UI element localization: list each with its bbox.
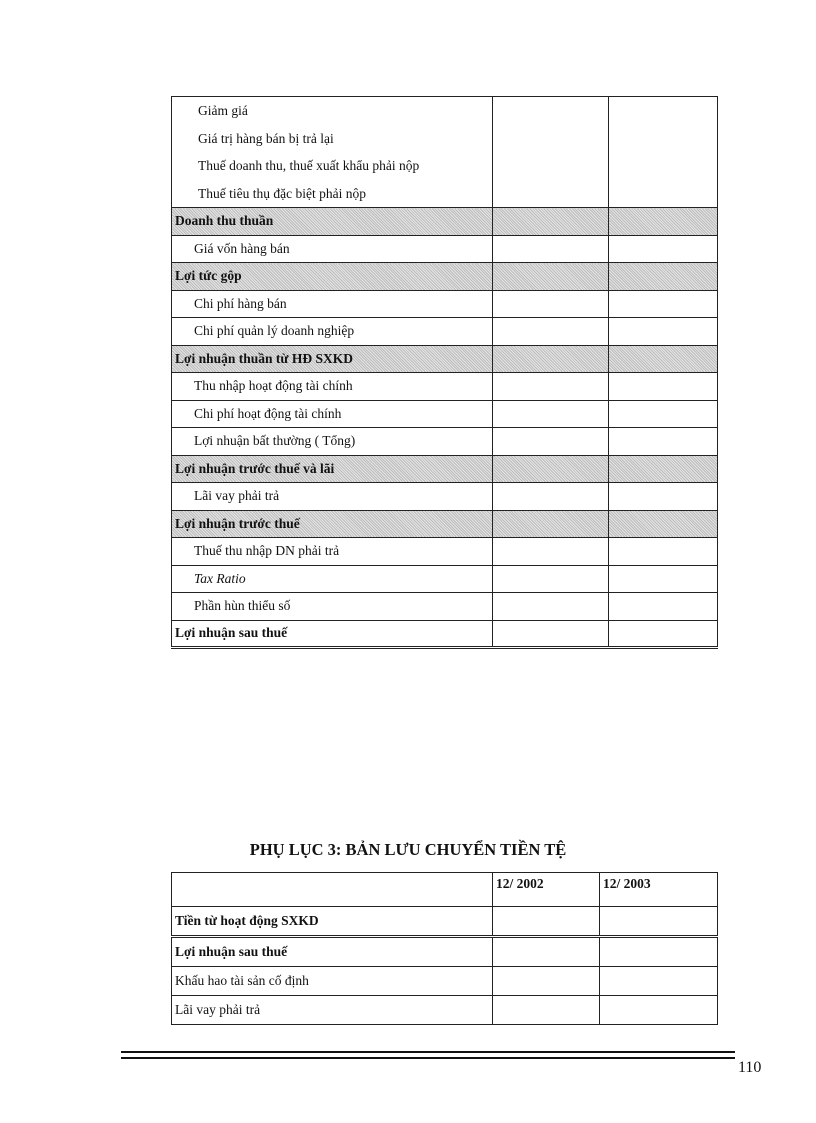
section-label: Tiền từ hoạt động SXKD xyxy=(172,907,493,937)
value-cell xyxy=(609,345,718,373)
value-cell xyxy=(609,373,718,401)
table-row xyxy=(172,400,718,428)
income-statement-table xyxy=(171,96,718,649)
row-label: Chi phí hàng bán xyxy=(172,290,493,318)
value-cell xyxy=(609,318,718,346)
value-cell xyxy=(493,318,609,346)
page-number: 110 xyxy=(738,1059,762,1076)
value-cell xyxy=(600,967,718,996)
column-header-2002: 12/ 2002 xyxy=(493,873,600,907)
value-cell xyxy=(609,208,718,236)
value-cell xyxy=(493,620,609,648)
value-cell xyxy=(609,400,718,428)
table-row xyxy=(172,290,718,318)
table-row xyxy=(172,510,718,538)
value-cell xyxy=(609,620,718,648)
row-label: Lợi nhuận thuần từ HĐ SXKD xyxy=(172,345,493,373)
header-row xyxy=(172,873,718,907)
row-label: Lợi nhuận trước thuế xyxy=(172,510,493,538)
table-row xyxy=(172,996,718,1025)
value-cell xyxy=(609,290,718,318)
value-cell xyxy=(609,538,718,566)
row-label: Lợi nhuận sau thuế xyxy=(172,620,493,648)
value-cell xyxy=(609,593,718,621)
row-label: Doanh thu thuần xyxy=(172,208,493,236)
value-cell xyxy=(493,593,609,621)
table-row xyxy=(172,345,718,373)
value-cell xyxy=(493,400,609,428)
row-label: Thu nhập hoạt động tài chính xyxy=(172,373,493,401)
value-cell xyxy=(493,967,600,996)
value-cell xyxy=(609,455,718,483)
value-cell xyxy=(493,345,609,373)
header-blank-cell xyxy=(172,873,493,907)
row-label-line: Giảm giá xyxy=(198,103,248,118)
row-label: Lợi tức gộp xyxy=(172,263,493,291)
value-cell xyxy=(493,235,609,263)
row-label: Lợi nhuận bất thường ( Tổng) xyxy=(172,428,493,456)
footer-rule xyxy=(121,1051,735,1059)
value-cell xyxy=(600,996,718,1025)
row-label: Phần hùn thiểu số xyxy=(172,593,493,621)
value-cell xyxy=(609,510,718,538)
appendix-title: PHỤ LỤC 3: BẢN LƯU CHUYỂN TIỀN TỆ xyxy=(249,840,567,859)
table-row xyxy=(172,593,718,621)
table-row xyxy=(172,97,718,208)
row-label-line: Thuế doanh thu, thuế xuất khẩu phải nộp xyxy=(198,158,420,173)
table-row xyxy=(172,565,718,593)
value-cell xyxy=(493,510,609,538)
section-row xyxy=(172,907,718,937)
row-label: Chi phí quản lý doanh nghiệp xyxy=(172,318,493,346)
row-label: Lợi nhuận trước thuế và lãi xyxy=(172,455,493,483)
cash-flow-table xyxy=(171,872,718,1025)
column-header-2003: 12/ 2003 xyxy=(600,873,718,907)
value-cell xyxy=(493,373,609,401)
table-row xyxy=(172,967,718,996)
table-row xyxy=(172,373,718,401)
row-label-line: Thuế tiêu thụ đặc biệt phải nộp xyxy=(198,185,366,201)
value-cell xyxy=(493,483,609,511)
value-cell xyxy=(609,483,718,511)
row-label: Giá vốn hàng bán xyxy=(172,235,493,263)
table-row xyxy=(172,263,718,291)
row-label: Tax Ratio xyxy=(172,565,493,593)
row-label: Lợi nhuận sau thuế xyxy=(172,937,493,967)
value-cell xyxy=(493,263,609,291)
row-label-line: Giá trị hàng bán bị trả lại xyxy=(198,130,334,146)
table-row xyxy=(172,208,718,236)
row-label: Chi phí hoạt động tài chính xyxy=(172,400,493,428)
value-cell xyxy=(493,290,609,318)
value-cell xyxy=(493,937,600,967)
table-row xyxy=(172,538,718,566)
row-label xyxy=(172,97,493,208)
table-row xyxy=(172,483,718,511)
value-cell xyxy=(600,907,718,937)
value-cell xyxy=(609,565,718,593)
table-row xyxy=(172,428,718,456)
table-row xyxy=(172,455,718,483)
value-cell xyxy=(609,263,718,291)
value-cell xyxy=(609,235,718,263)
table-row xyxy=(172,235,718,263)
value-cell xyxy=(493,455,609,483)
value-cell xyxy=(493,97,609,208)
table-row xyxy=(172,318,718,346)
value-cell xyxy=(609,428,718,456)
table-row xyxy=(172,620,718,648)
row-label: Khấu hao tài sản cố định xyxy=(172,967,493,996)
value-cell xyxy=(493,428,609,456)
value-cell xyxy=(493,538,609,566)
value-cell xyxy=(600,937,718,967)
value-cell xyxy=(493,907,600,937)
value-cell xyxy=(609,97,718,208)
row-label: Lãi vay phải trả xyxy=(172,483,493,511)
table-row xyxy=(172,937,718,967)
row-label: Thuế thu nhập DN phải trả xyxy=(172,538,493,566)
row-label: Lãi vay phải trả xyxy=(172,996,493,1025)
value-cell xyxy=(493,565,609,593)
value-cell xyxy=(493,996,600,1025)
value-cell xyxy=(493,208,609,236)
